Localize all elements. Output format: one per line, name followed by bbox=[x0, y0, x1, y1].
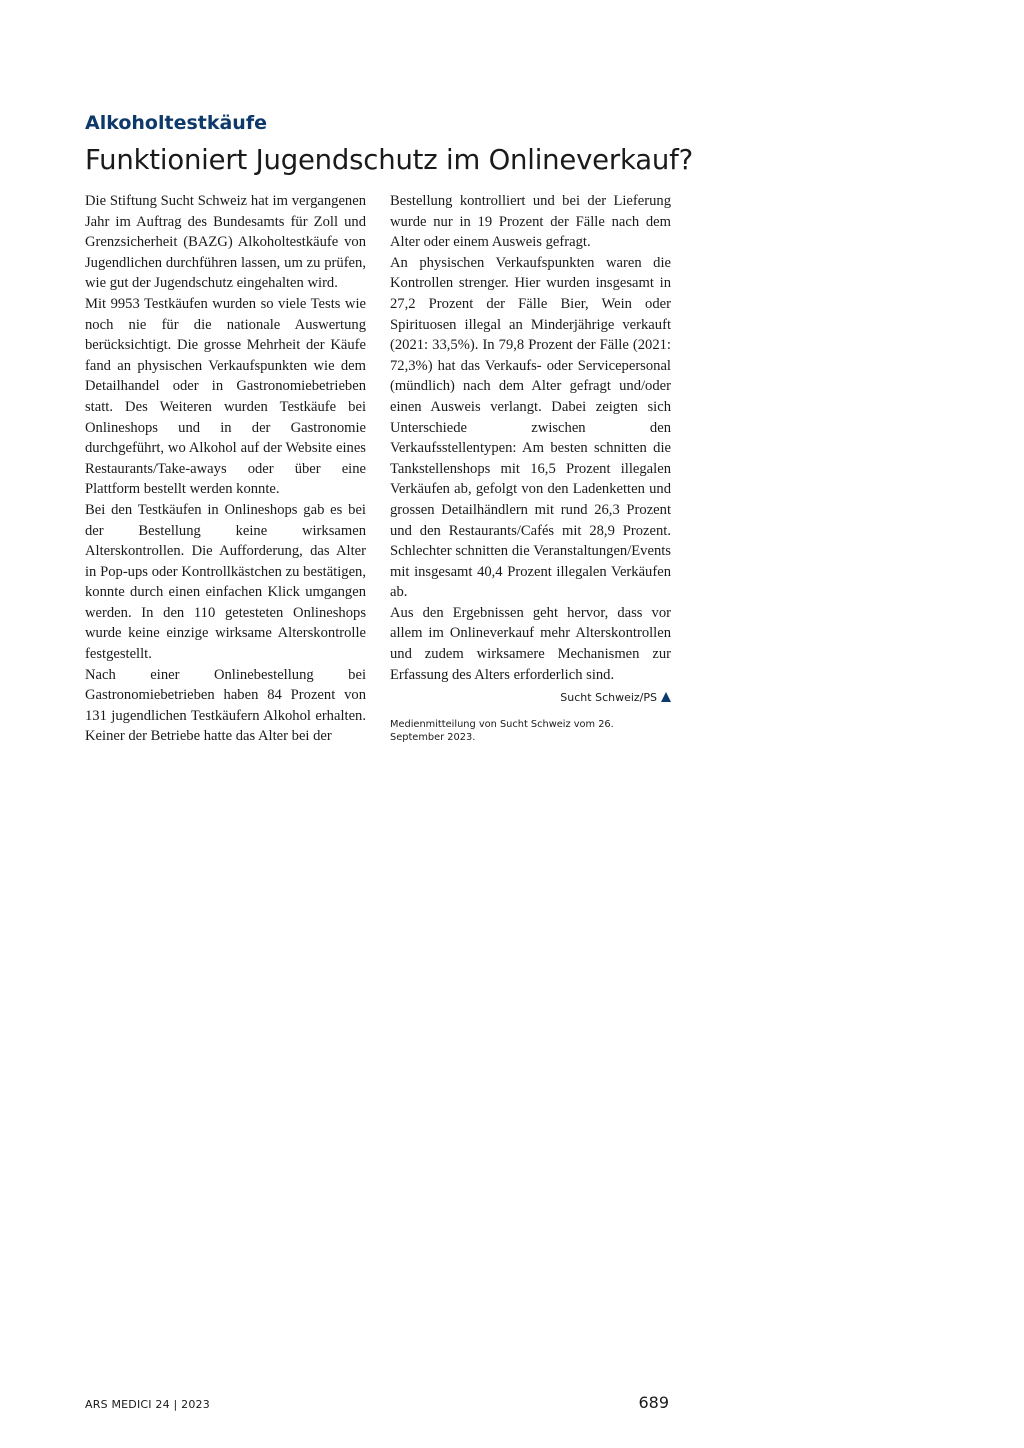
page-number: 689 bbox=[638, 1393, 669, 1412]
article-title: Funktioniert Jugendschutz im Onlineverkauf? bbox=[85, 144, 694, 176]
source-note: Medienmitteilung von Sucht Schweiz vom 26. September 2023. bbox=[390, 719, 614, 744]
footer-journal: ARS MEDICI 24 | 2023 bbox=[85, 1398, 210, 1411]
article-kicker: Alkoholtestkäufe bbox=[85, 112, 267, 134]
body-paragraph: Die Stiftung Sucht Schweiz hat im vergangenen Jahr im Auftrag des Bundesamts für Zoll und Grenzsicherheit (BAZG) Alkoholtestkäufe von Jugendlichen durchführen lassen, um zu prüfen, wie gut der Jugendschutz eingehalten wird. bbox=[85, 193, 366, 292]
article-column-right bbox=[390, 191, 671, 744]
end-triangle-icon bbox=[661, 692, 671, 702]
body-paragraph: Aus den Ergebnissen geht hervor, dass vor allem im Onlineverkauf mehr Alterskontrollen und zudem wirksamere Mechanismen zur Erfassung des Alters erforderlich sind. bbox=[390, 604, 671, 683]
credit-text: Sucht Schweiz/PS bbox=[560, 691, 657, 705]
body-paragraph: Nach einer Onlinebestellung bei Gastronomiebetrieben haben 84 Prozent von 131 jugendlichen Testkäufern Alkohol erhalten. Keiner der Betriebe hatte das Alter bei der bbox=[85, 666, 366, 745]
body-paragraph: Bei den Testkäufen in Onlineshops gab es bei der Bestellung keine wirksamen Alterskontrollen. Die Aufforderung, das Alter in Pop-ups oder Kontrollkästchen zu bestätigen, konnte durch einen einfachen Klick umgangen werden. In den 110 getesteten Onlineshops wurde keine einzige wirksame Alterskontrolle festgestellt. bbox=[85, 501, 366, 663]
article-column-left bbox=[85, 191, 366, 747]
body-paragraph: Mit 9953 Testkäufen wurden so viele Tests wie noch nie für die nationale Auswertung berücksichtigt. Die grosse Mehrheit der Käufe fand an physischen Verkaufspunkten wie dem Detailhandel oder in Gastronomiebetrieben statt. Des Weiteren wurden Testkäufe bei Onlineshops und in der Gastronomie durchgeführt, wo Alkohol auf der Website eines Restaurants/Take-aways oder über eine Plattform bestellt werden konnte. bbox=[85, 295, 366, 498]
article-credit bbox=[390, 690, 671, 706]
body-paragraph: An physischen Verkaufspunkten waren die Kontrollen strenger. Hier wurden insgesamt in 27,2 Prozent der Fälle Bier, Wein oder Spirituosen illegal an Minderjährige verkauft (2021: 33,5%). In 79,8 Prozent der Fälle (2021: 72,3%) hat das Verkaufs- oder Servicepersonal (mündlich) nach dem Alter gefragt und/oder einen Ausweis verlangt. Dabei zeigten sich Unterschiede zwischen den Verkaufsstellentypen: Am besten schnitten die Tankstellenshops mit 16,5 Prozent illegalen Verkäufen ab, gefolgt von den Ladenketten und grossen Detailhändlern mit rund 26,3 Prozent und den Restaurants/Cafés mit 28,9 Prozent. Schlechter schnitten die Veranstaltungen/Events mit insgesamt 40,4 Prozent illegalen Verkäufen ab. bbox=[390, 254, 671, 601]
body-paragraph: Bestellung kontrolliert und bei der Lieferung wurde nur in 19 Prozent der Fälle nach dem Alter oder einem Ausweis gefragt. bbox=[390, 193, 671, 251]
